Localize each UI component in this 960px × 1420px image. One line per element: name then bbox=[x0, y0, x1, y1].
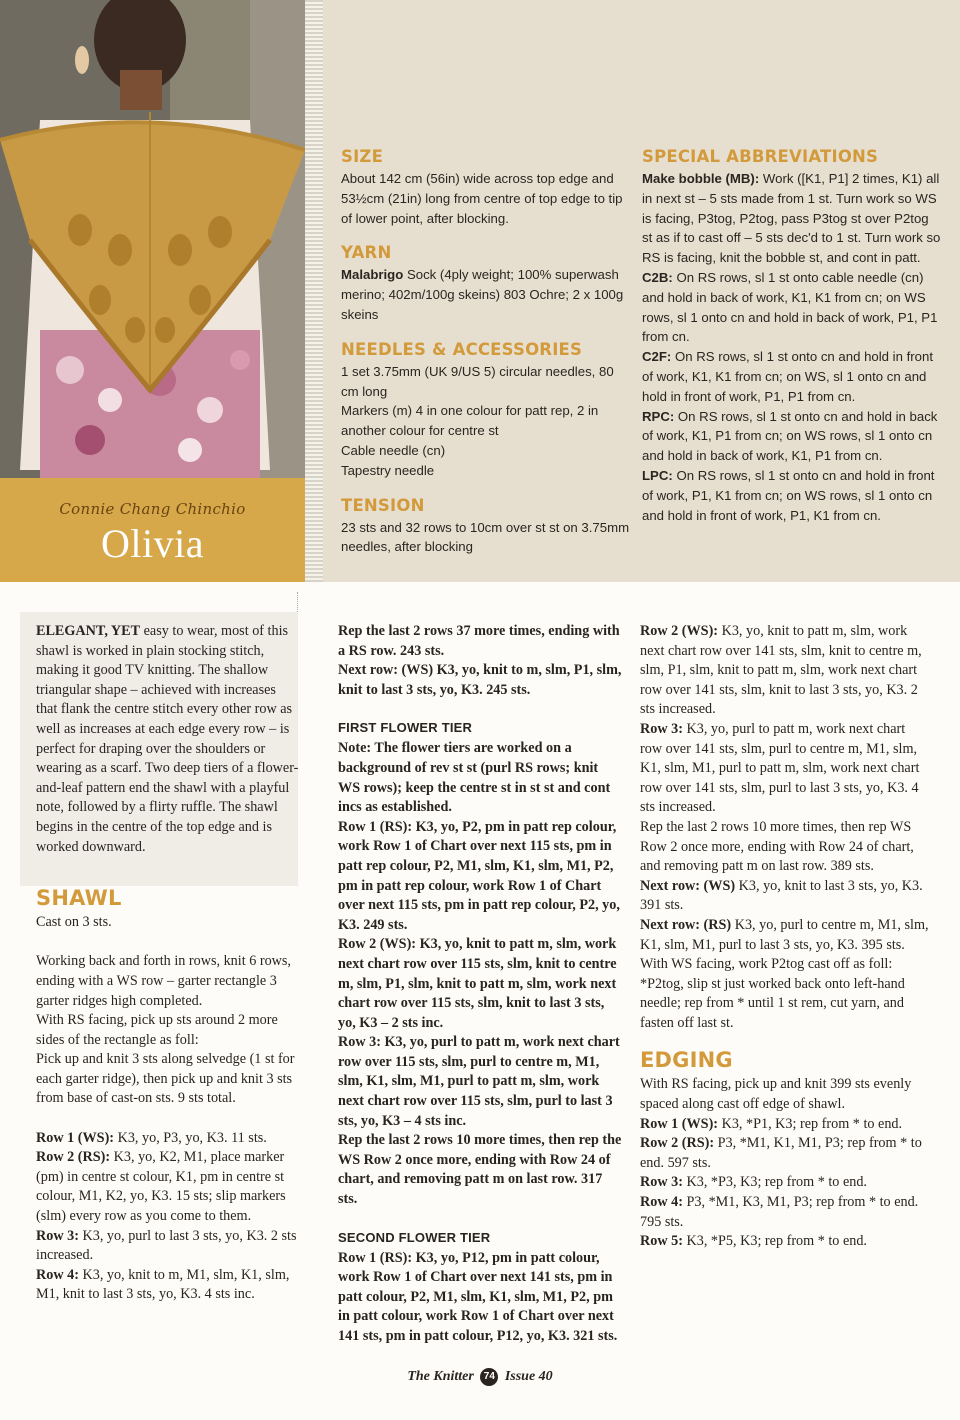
row-label: Row 1 (RS): bbox=[338, 1249, 413, 1266]
body-column-2 bbox=[338, 622, 622, 1347]
row-label: Row 2 (RS): bbox=[36, 1149, 111, 1166]
row-text: K3, yo, purl to centre m, M1, slm, K1, slm, M1, purl to last 3 sts, yo, K3. 395 sts. bbox=[640, 916, 929, 953]
row-text: K3, yo, purl to patt m, work next chart row over 141 sts, slm, purl to centre m, M1, slm, K1, slm, M1, purl to patt m, slm, work next chart row over 141 sts, slm, purl to last 3 sts, yo, K3. 4 sts increased. bbox=[640, 720, 920, 816]
abbreviation-term: RPC: bbox=[642, 408, 675, 424]
shawl-row bbox=[36, 1129, 302, 1149]
size-heading: SIZE bbox=[341, 147, 384, 166]
row-text: K3, *P1, K3; rep from * to end. bbox=[718, 1115, 903, 1132]
row-text: K3, yo, purl to last 3 sts, yo, K3. 2 sts increased. bbox=[36, 1227, 297, 1264]
row-label: Next row: (WS) bbox=[640, 877, 736, 894]
needles-block bbox=[341, 339, 631, 481]
abbreviation-text: On RS rows, sl 1 st onto cn and hold in front of work, K1, K1 from cn; on WS, sl 1 onto cn and hold in front of work, P1, P1 from cn. bbox=[642, 349, 933, 404]
row-label: Row 4: bbox=[36, 1266, 79, 1283]
edging-row bbox=[640, 1134, 930, 1173]
second-tier-next-row bbox=[640, 877, 930, 916]
tension-block bbox=[341, 495, 631, 558]
issue-number: Issue 40 bbox=[504, 1369, 553, 1384]
row-text: P3, *M1, K3, M1, P3; rep from * to end. 795 sts. bbox=[640, 1194, 919, 1230]
second-tier-repeat: Rep the last 2 rows 10 more times, then rep WS Row 2 once more, ending with Row 24 of chart, and removing patt m on last row. 389 sts. bbox=[640, 818, 914, 875]
edging-intro: With RS facing, pick up and knit 399 sts evenly spaced along cast off edge of shawl. bbox=[640, 1076, 912, 1113]
shawl-row bbox=[36, 1148, 302, 1226]
abbreviation-term: C2B: bbox=[642, 269, 673, 285]
abbreviation-item bbox=[642, 347, 942, 406]
abbreviation-term: LPC: bbox=[642, 467, 673, 483]
second-tier-row bbox=[640, 622, 930, 720]
column-divider bbox=[297, 592, 299, 612]
abbreviation-text: On RS rows, sl 1 st onto cn and hold in front of work, P1, K1 from cn; on WS rows, sl 1 onto cn and hold in front of work, P1, K1 from cn. bbox=[642, 467, 935, 523]
row-label: Row 1 (RS): bbox=[338, 818, 413, 835]
first-tier-row bbox=[338, 935, 622, 1033]
row-label: Next row: (RS) bbox=[640, 916, 732, 933]
abbreviation-item bbox=[642, 268, 942, 347]
row-text: K3, yo, P2, pm in patt rep colour, work Row 1 of Chart over next 115 sts, pm in patt rep colour, P2, M1, slm, K1, slm, M1, P2, pm in patt rep colour, work Row 1 of Chart over next 115 sts, pm in patt rep colour, P2, yo, K3. 249 sts. bbox=[338, 818, 620, 933]
shawl-photo bbox=[0, 0, 305, 478]
abbreviation-item bbox=[642, 169, 942, 268]
shawl-cast-on: Cast on 3 sts. bbox=[36, 914, 112, 931]
abbreviation-item bbox=[642, 407, 942, 466]
row-text: K3, yo, knit to patt m, slm, work next chart row over 141 sts, slm, knit to centre m, slm, P1, slm, knit to patt m, slm, work next chart row over 141 sts, slm, knit to last 3 sts, yo, K3. 2 sts increased. bbox=[640, 623, 922, 718]
row-label: Row 1 (WS): bbox=[36, 1129, 115, 1146]
shawl-heading: SHAWL bbox=[36, 886, 122, 911]
yarn-text bbox=[341, 265, 631, 324]
edging-heading: EDGING bbox=[640, 1048, 733, 1073]
edging-row bbox=[640, 1173, 930, 1193]
row-label: Row 3: bbox=[36, 1227, 79, 1244]
specs-column-right bbox=[642, 146, 942, 525]
needles-line: Markers (m) 4 in one colour for patt rep, 2 in another colour for centre st bbox=[341, 403, 599, 439]
abbreviation-term: C2F: bbox=[642, 349, 672, 365]
row-label: Row 3: bbox=[640, 1174, 683, 1191]
row-text: K3, yo, P12, pm in patt colour, work Row 1 of Chart over next 141 sts, pm in patt colour, P2, M1, slm, K1, slm, M1, P2, pm in patt colour, work Row 1 of Chart over next 141 sts, pm in patt colour, P12, yo, K3. 321 sts. bbox=[338, 1249, 618, 1344]
shawl-row bbox=[36, 1266, 302, 1305]
yarn-heading: YARN bbox=[341, 243, 392, 263]
yarn-detail: Sock (4ply weight; 100% superwash merino; 402m/100g skeins) 803 Ochre; 2 x 100g skeins bbox=[341, 267, 624, 322]
second-tier-heading: SECOND FLOWER TIER bbox=[338, 1229, 491, 1245]
size-block bbox=[341, 146, 631, 228]
needles-line: Tapestry needle bbox=[341, 462, 435, 478]
cast-off-instructions: With WS facing, work P2tog cast off as foll: *P2tog, slip st just worked back onto left-hand needle; rep from * until 1 st rem, cut yarn, and fasten off last st. bbox=[640, 956, 905, 1031]
row-label: Row 1 (WS): bbox=[640, 1115, 719, 1132]
abbreviation-term: Make bobble (MB): bbox=[642, 171, 760, 186]
row-label: Row 5: bbox=[640, 1233, 683, 1250]
needles-line: 1 set 3.75mm (UK 9/US 5) circular needles, 80 cm long bbox=[341, 363, 614, 399]
row-text: K3, *P5, K3; rep from * to end. bbox=[682, 1233, 867, 1250]
abbreviation-item bbox=[642, 466, 942, 525]
row-label: Row 3: bbox=[338, 1034, 381, 1051]
second-tier-row bbox=[640, 720, 930, 818]
note-label: Note: bbox=[338, 740, 372, 757]
row-text: K3, yo, knit to last 3 sts, yo, K3. 391 sts. bbox=[640, 877, 923, 914]
row-text: P3, *M1, K1, M1, P3; rep from * to end. 597 sts. bbox=[640, 1135, 922, 1171]
tension-heading: TENSION bbox=[341, 495, 425, 515]
shawl-paragraph: Working back and forth in rows, knit 6 rows, ending with a WS row – garter rectangle 3 garter ridges high completed. bbox=[36, 953, 291, 1009]
pattern-title: Olivia bbox=[101, 521, 204, 566]
row-text: K3, yo, K2, M1, place marker (pm) in centre st colour, K1, pm in centre st colour, M1, K2, yo, K3. 15 sts; slip markers (slm) every row as you come to them. bbox=[36, 1149, 286, 1225]
row-label: Row 2 (WS): bbox=[338, 936, 417, 953]
shawl-next-row bbox=[338, 661, 622, 700]
abbreviation-text: Work ([K1, P1] 2 times, K1) all in next st – 5 sts made from 1 st. Turn work so WS is facing, P3tog, P2tog, pass P3tog st over P2tog st as if to cast off – 5 sts dec'd to 1 st. Turn work so RS is facing, knit the bobble st, and cont in patt. bbox=[642, 171, 941, 266]
first-tier-heading: FIRST FLOWER TIER bbox=[338, 720, 473, 736]
second-tier-next-row bbox=[640, 916, 930, 955]
shawl-row bbox=[36, 1227, 302, 1266]
specs-column-left bbox=[341, 146, 631, 571]
row-text: K3, yo, P3, yo, K3. 11 sts. bbox=[114, 1129, 267, 1146]
title-band bbox=[0, 478, 305, 582]
shawl-paragraph: Pick up and knit 3 sts along selvedge (1 st for each garter ridge), then pick up and knit 3 sts from base of cast-on sts. 9 sts total. bbox=[36, 1051, 295, 1107]
edging-row bbox=[640, 1115, 930, 1135]
abbreviation-text: On RS rows, sl 1 st onto cable needle (cn) and hold in back of work, K1, K1 from cn; on WS rows, sl 1 onto cn and hold in back of work, P1, P1 from cn. bbox=[642, 269, 938, 345]
shawl-repeat: Rep the last 2 rows 37 more times, ending with a RS row. 243 sts. bbox=[338, 623, 620, 659]
row-label: Row 3: bbox=[640, 720, 683, 737]
row-label: Row 4: bbox=[640, 1194, 683, 1211]
edging-row bbox=[640, 1193, 930, 1232]
row-text: K3, yo, purl to patt m, work next chart row over 115 sts, slm, purl to centre m, M1, slm, K1, slm, M1, purl to patt m, slm, work next chart row over 115 sts, slm, purl to last 3 sts, yo, K3 – 4 sts inc. bbox=[338, 1034, 620, 1129]
magazine-name: The Knitter bbox=[407, 1369, 474, 1384]
tension-text: 23 sts and 32 rows to 10cm over st st on 3.75mm needles, after blocking bbox=[341, 519, 630, 555]
row-label: Row 2 (RS): bbox=[640, 1135, 715, 1152]
shawl-paragraph: With RS facing, pick up sts around 2 more sides of the rectangle as foll: bbox=[36, 1012, 278, 1048]
yarn-brand: Malabrigo bbox=[341, 267, 404, 283]
intro-lead: ELEGANT, YET bbox=[36, 623, 141, 639]
row-text: K3, yo, knit to m, M1, slm, K1, slm, M1, knit to last 3 sts, yo, K3. 4 sts inc. bbox=[36, 1266, 290, 1303]
yarn-block bbox=[341, 242, 631, 324]
body-column-1 bbox=[36, 622, 302, 1305]
row-label: Next row: (WS) bbox=[338, 662, 434, 679]
page-binding bbox=[305, 0, 323, 582]
row-text: K3, yo, knit to patt m, slm, work next chart row over 115 sts, slm, knit to centre m, slm, P1, slm, knit to patt m, slm, work next chart row over 115 sts, slm, knit to last 3 sts, yo, K3 – 2 sts inc. bbox=[338, 936, 617, 1031]
body-column-3 bbox=[640, 622, 930, 1252]
needles-line: Cable needle (cn) bbox=[341, 442, 446, 458]
edging-row bbox=[640, 1232, 930, 1252]
abbreviations-heading: SPECIAL ABBREVIATIONS bbox=[642, 147, 879, 166]
intro-text: easy to wear, most of this shawl is worked in plain stocking stitch, making it good TV knitting. The shallow triangular shape – achieved with increases that flank the centre stitch every other row as well as increases at each edge every row – is perfect for draping over the shoulders or wearing as a scarf. Two deep tiers of a flower-and-leaf pattern end the shawl with a playful note, followed by a flirty ruffle. The shawl begins in the centre of the top edge and is worked downward. bbox=[36, 623, 299, 855]
intro-paragraph bbox=[36, 622, 302, 857]
second-tier-row bbox=[338, 1249, 622, 1347]
row-text: K3, *P3, K3; rep from * to end. bbox=[682, 1174, 867, 1191]
page-footer bbox=[0, 1368, 960, 1386]
header-section bbox=[0, 0, 960, 582]
row-text: K3, yo, knit to m, slm, P1, slm, knit to last 3 sts, yo, K3. 245 sts. bbox=[338, 662, 622, 698]
row-label: Row 2 (WS): bbox=[640, 623, 719, 639]
first-tier-row bbox=[338, 1033, 622, 1131]
abbreviation-text: On RS rows, sl 1 st onto cn and hold in back of work, K1, P1 from cn; on WS rows, sl 1 onto cn and hold in back of work, K1, P1 from cn. bbox=[642, 408, 938, 464]
needles-heading: NEEDLES & ACCESSORIES bbox=[341, 339, 583, 359]
shawl-photo-illustration bbox=[0, 0, 305, 478]
size-text: About 142 cm (56in) wide across top edge and 53½cm (21in) long from centre of top edge to tip of lower point, after blocking. bbox=[341, 171, 623, 226]
specs-panel bbox=[323, 0, 960, 582]
designer-name: Connie Chang Chinchio bbox=[59, 500, 246, 518]
page-number: 74 bbox=[480, 1368, 498, 1386]
first-tier-row bbox=[338, 818, 622, 936]
first-tier-note bbox=[338, 739, 622, 817]
note-text: The flower tiers are worked on a background of rev st st (purl RS rows; knit WS rows); keep the centre st in st st and cont incs as established. bbox=[338, 740, 611, 816]
first-tier-repeat: Rep the last 2 rows 10 more times, then rep the WS Row 2 once more, ending with Row 24 of chart, and removing patt m on last row. 317 sts. bbox=[338, 1132, 622, 1208]
